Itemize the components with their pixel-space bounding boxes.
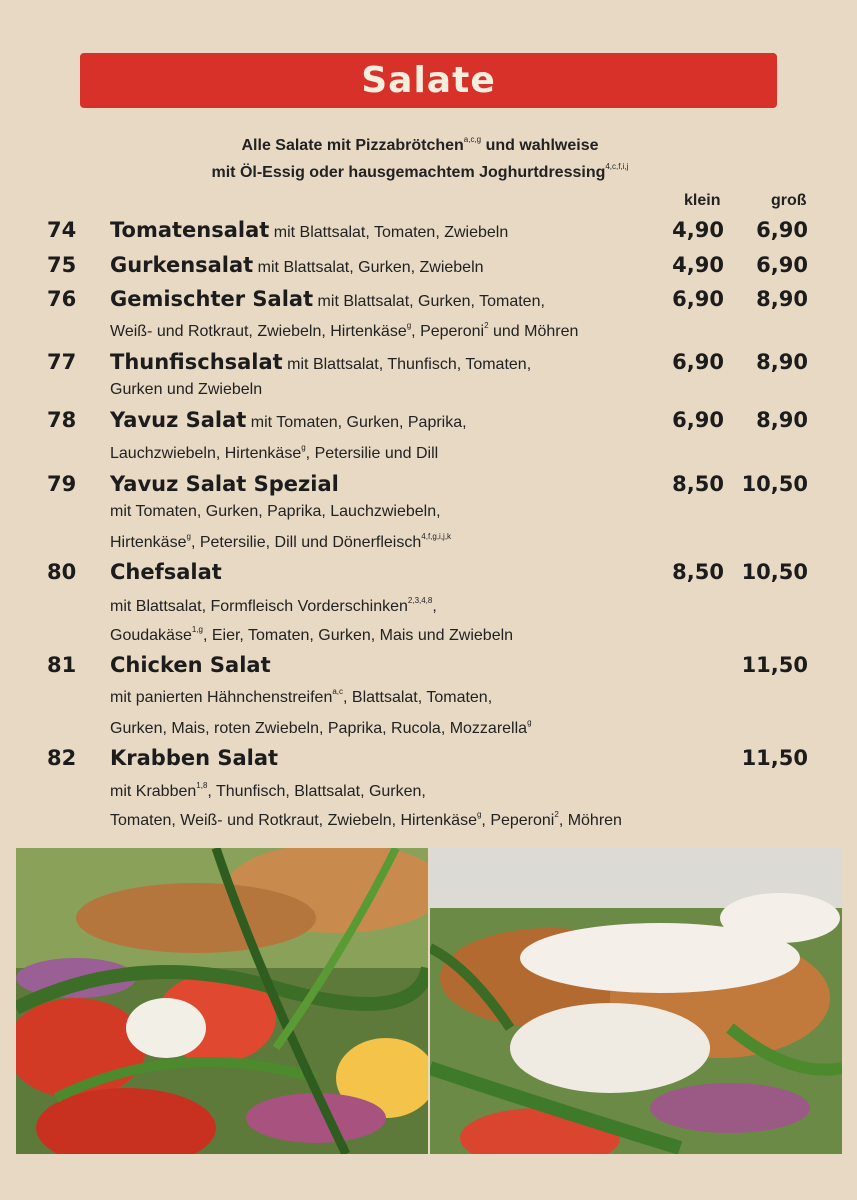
salad-photo-right	[430, 848, 842, 1154]
page-title: Salate	[361, 60, 496, 101]
price-large: 8,90	[756, 408, 808, 432]
item-line	[110, 472, 339, 496]
price-small: 8,50	[672, 472, 724, 496]
price-small: 4,90	[672, 253, 724, 277]
allergen-note: 1,8	[196, 781, 208, 790]
item-line	[110, 287, 545, 311]
item-description-line: Gurken, Mais, roten Zwiebeln, Paprika, Rucola, Mozzarella$^g$	[110, 718, 532, 737]
allergen-note: g	[186, 532, 191, 541]
allergen-note: g	[476, 810, 482, 819]
item-description-line: mit Krabben$^{1,8}$, Thunfisch, Blattsalat, Gurken,	[110, 781, 426, 800]
price-large: 10,50	[741, 472, 808, 496]
item-description-line: Weiß- und Rotkraut, Zwiebeln, Hirtenkäse$^g$, Peperoni$^2$ und Möhren	[110, 321, 579, 340]
allergen-note: a,c	[332, 687, 344, 696]
item-description-line: Lauchzwiebeln, Hirtenkäse$^g$, Petersilie und Dill	[110, 443, 439, 462]
item-line	[110, 218, 508, 242]
salad-photo-left-image	[16, 848, 428, 1154]
item-number: 79	[47, 472, 77, 496]
item-line	[110, 350, 531, 374]
item-number: 75	[47, 253, 77, 277]
item-number: 81	[47, 653, 77, 677]
item-description-line: Hirtenkäse$^g$, Petersilie, Dill und Dönerfleisch$^{4,f,g,i,j,k}$	[110, 532, 452, 551]
item-name: Gemischter Salat	[110, 287, 314, 311]
allergen-note: 4,f,g,i,j,k	[421, 532, 452, 541]
item-description-line: Goudakäse$^{1,g}$, Eier, Tomaten, Gurken, Mais und Zwiebeln	[110, 625, 514, 644]
item-description: mit Blattsalat, Thunfisch, Tomaten,	[282, 356, 532, 373]
price-large: 8,90	[756, 287, 808, 311]
item-line	[110, 560, 222, 584]
item-description: mit Tomaten, Gurken, Paprika,	[246, 414, 467, 431]
allergen-note: g	[406, 321, 412, 330]
item-description-line: mit Tomaten, Gurken, Paprika, Lauchzwiebeln,	[110, 503, 441, 520]
allergen-note: 1,g	[191, 625, 203, 634]
size-label-small: klein	[684, 192, 721, 209]
price-small: 6,90	[672, 350, 724, 374]
price-small: 4,90	[672, 218, 724, 242]
price-small: 6,90	[672, 408, 724, 432]
item-line	[110, 253, 484, 277]
item-name: Thunfischsalat	[110, 350, 283, 374]
item-number: 74	[47, 218, 77, 242]
intro-text: und wahlweise	[481, 137, 599, 154]
item-number: 77	[47, 350, 77, 374]
item-name: Tomatensalat	[110, 218, 270, 242]
item-name: Yavuz Salat Spezial	[110, 472, 339, 496]
intro-line-2	[100, 164, 740, 182]
price-large: 8,90	[756, 350, 808, 374]
item-line	[110, 408, 467, 432]
allergen-note: a,c,g	[463, 135, 482, 144]
item-description-line: Gurken und Zwiebeln	[110, 381, 263, 398]
allergen-note: 2,3,4,8	[407, 596, 433, 605]
item-description: mit Blattsalat, Gurken, Tomaten,	[313, 293, 545, 310]
allergen-note: 2	[554, 810, 559, 819]
item-description: mit Blattsalat, Gurken, Zwiebeln	[253, 259, 484, 276]
item-number: 80	[47, 560, 77, 584]
allergen-note: g	[527, 718, 532, 727]
item-description-line: mit panierten Hähnchenstreifen$^{a,c}$, Blattsalat, Tomaten,	[110, 687, 493, 706]
price-small: 6,90	[672, 287, 724, 311]
price-small: 8,50	[672, 560, 724, 584]
item-line	[110, 653, 271, 677]
item-number: 78	[47, 408, 77, 432]
intro-text: mit Öl-Essig oder hausgemachtem Joghurtdressing	[211, 164, 606, 181]
item-name: Chicken Salat	[110, 653, 271, 677]
item-description-line: Tomaten, Weiß- und Rotkraut, Zwiebeln, Hirtenkäse$^g$, Peperoni$^2$, Möhren	[110, 810, 622, 829]
price-large: 11,50	[741, 653, 808, 677]
intro-text: Alle Salate mit Pizzabrötchen	[241, 137, 464, 154]
item-name: Yavuz Salat	[110, 408, 247, 432]
price-large: 6,90	[756, 218, 808, 242]
salad-photo-left	[16, 848, 428, 1154]
item-name: Chefsalat	[110, 560, 222, 584]
price-large: 10,50	[741, 560, 808, 584]
item-number: 76	[47, 287, 77, 311]
allergen-note: 2	[484, 321, 489, 330]
item-number: 82	[47, 746, 77, 770]
allergen-note: 4,c,f,i,j	[605, 162, 629, 171]
allergen-note: g	[301, 443, 306, 452]
price-large: 11,50	[741, 746, 808, 770]
item-name: Krabben Salat	[110, 746, 279, 770]
item-line	[110, 746, 278, 770]
item-description: mit Blattsalat, Tomaten, Zwiebeln	[269, 224, 509, 241]
title-banner	[80, 53, 777, 108]
intro-line-1	[100, 137, 740, 155]
item-description-line: mit Blattsalat, Formfleisch Vorderschinken$^{2,3,4,8}$,	[110, 596, 437, 615]
price-large: 6,90	[756, 253, 808, 277]
item-name: Gurkensalat	[110, 253, 254, 277]
size-label-large: groß	[771, 192, 807, 209]
salad-photo-right-image	[430, 848, 842, 1154]
